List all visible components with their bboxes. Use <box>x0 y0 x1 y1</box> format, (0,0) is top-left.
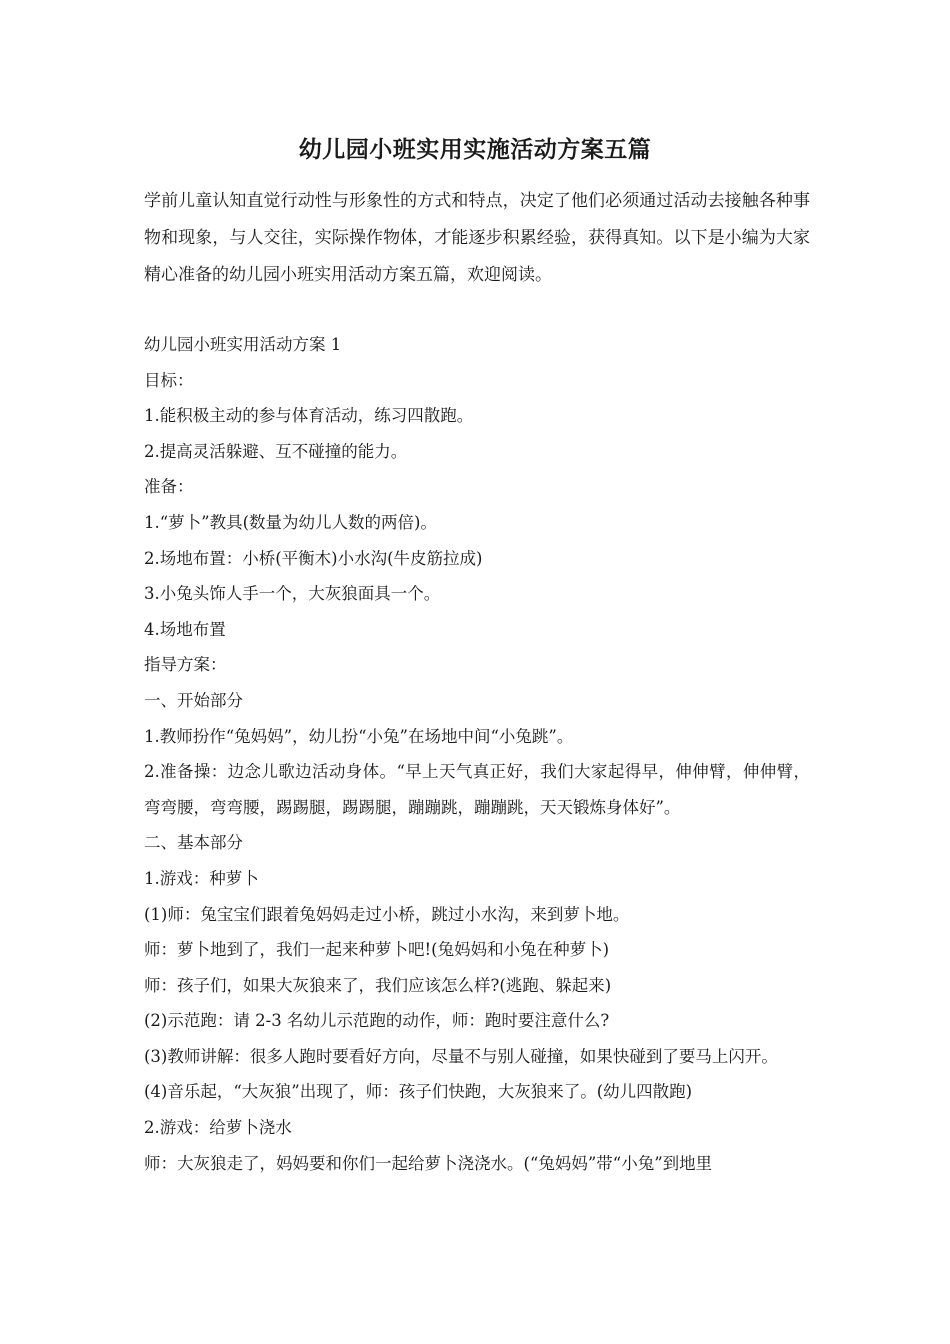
document-title: 幼儿园小班实用实施活动方案五篇 <box>298 136 652 163</box>
text-line: 3.小兔头饰人手一个，大灰狼面具一个。 <box>144 584 441 604</box>
text-paragraph: (3)教师讲解：很多人跑时要看好方向，尽量不与别人碰撞，如果快碰到了要马上闪开。 <box>144 1046 778 1066</box>
text-line: 4.场地布置 <box>144 619 226 639</box>
text-line: 1.“萝卜”教具(数量为幼儿人数的两倍)。 <box>144 512 437 532</box>
intro-paragraph: 学前儿童认知直觉行动性与形象性的方式和特点，决定了他们必须通过活动去接触各种事物和现象，与人交往，实际操作物体，才能逐步积累经验，获得真知。以下是小编为大家精心准备的幼儿园小班实用活动方案五篇，欢迎阅读。 <box>144 191 810 285</box>
text-line: 目标： <box>144 370 194 390</box>
text-line: 1.教师扮作“兔妈妈”，幼儿扮“小兔”在场地中间“小兔跳”。 <box>144 726 574 746</box>
section-heading: 幼儿园小班实用活动方案 1 <box>144 335 342 354</box>
text-paragraph: 2.准备操：边念儿歌边活动身体。“早上天气真正好，我们大家起得早，伸伸臂，伸伸臂，弯弯腰，弯弯腰，踢踢腿，踢踢腿，蹦蹦跳，蹦蹦跳，天天锻炼身体好”。 <box>144 762 810 817</box>
text-line: 准备： <box>144 477 194 497</box>
text-line: (1)师：兔宝宝们跟着兔妈妈走过小桥，跳过小水沟，来到萝卜地。 <box>144 904 630 924</box>
text-line: 师：萝卜地到了，我们一起来种萝卜吧!(兔妈妈和小兔在种萝卜) <box>144 940 610 960</box>
text-line: (2)示范跑：请 2-3 名幼儿示范跑的动作，师：跑时要注意什么? <box>144 1011 610 1031</box>
text-line: 2.游戏：给萝卜浇水 <box>144 1118 292 1138</box>
text-line: 师：大灰狼走了，妈妈要和你们一起给萝卜浇浇水。(“兔妈妈”带“小兔”到地里 <box>144 1153 713 1173</box>
text-line: 2.提高灵活躲避、互不碰撞的能力。 <box>144 441 408 461</box>
body-text <box>144 327 810 1181</box>
text-line: 2.场地布置：小桥(平衡木)小水沟(牛皮筋拉成) <box>144 548 483 568</box>
text-line: 1.游戏：种萝卜 <box>144 868 259 888</box>
text-line: 1.能积极主动的参与体育活动，练习四散跑。 <box>144 406 474 426</box>
text-line: 师：孩子们，如果大灰狼来了，我们应该怎么样?(逃跑、躲起来) <box>144 975 612 995</box>
text-line: 二、基本部分 <box>144 833 243 853</box>
text-line: 一、开始部分 <box>144 690 243 710</box>
text-line: (4)音乐起，“大灰狼”出现了，师：孩子们快跑，大灰狼来了。(幼儿四散跑) <box>144 1082 693 1102</box>
text-line: 指导方案： <box>144 655 227 675</box>
